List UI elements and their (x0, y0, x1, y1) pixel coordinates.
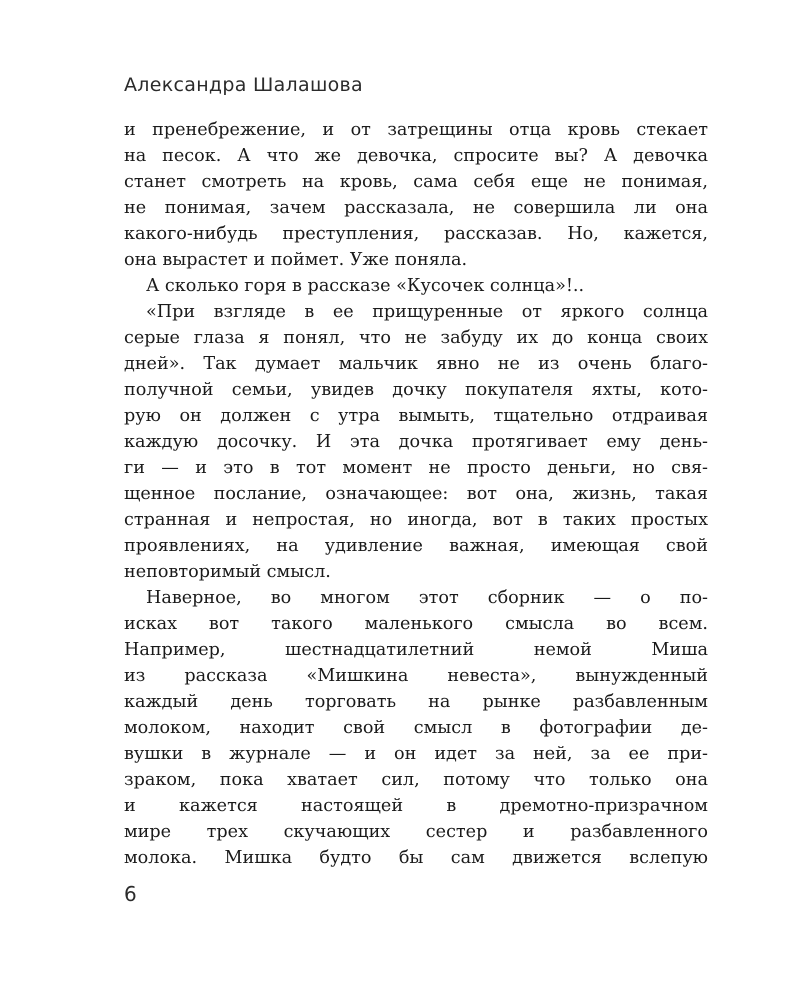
text-line: на песок. А что же девочка, спросите вы? А девочка (124, 146, 708, 166)
text-line: дней». Так думает мальчик явно не из очень благо- (124, 354, 708, 374)
text-line: получной семьи, увидев дочку покупателя яхты, кото- (124, 380, 708, 400)
text-line: исках вот такого маленького смысла во всем. (124, 614, 708, 634)
text-line: какого-нибудь преступления, рассказав. Но, кажется, (124, 224, 708, 244)
text-line: каждый день торговать на рынке разбавленным (124, 692, 708, 712)
text-line: молока. Мишка будто бы сам движется вслепую (124, 848, 708, 868)
text-line: «При взгляде в ее прищуренные от яркого солнца (146, 302, 708, 322)
text-line: странная и непростая, но иногда, вот в таких простых (124, 510, 708, 530)
text-line: щенное послание, означающее: вот она, жизнь, такая (124, 484, 708, 504)
text-line: и пренебрежение, и от затрещины отца кровь стекает (124, 120, 708, 140)
text-line: зраком, пока хватает сил, потому что только она (124, 770, 708, 790)
text-line: молоком, находит свой смысл в фотографии де- (124, 718, 708, 738)
text-line: вушки в журнале — и он идет за ней, за ее при- (124, 744, 708, 764)
text-line: мире трех скучающих сестер и разбавленного (124, 822, 708, 842)
body-text (124, 117, 708, 871)
text-line: А сколько горя в рассказе «Кусочек солнца»!.. (146, 276, 585, 296)
running-header-author: Александра Шалашова (124, 74, 363, 96)
text-line: и кажется настоящей в дремотно-призрачном (124, 796, 708, 816)
text-line: станет смотреть на кровь, сама себя еще не понимая, (124, 172, 708, 192)
text-line: рую он должен с утра вымыть, тщательно отдраивая (124, 406, 708, 426)
text-line: неповторимый смысл. (124, 562, 331, 582)
text-line: ги — и это в тот момент не просто деньги, но свя- (124, 458, 708, 478)
text-line: серые глаза я понял, что не забуду их до конца своих (124, 328, 708, 348)
text-line: из рассказа «Мишкина невеста», вынужденный (124, 666, 708, 686)
text-line: не понимая, зачем рассказала, не совершила ли она (124, 198, 708, 218)
page-number: 6 (124, 882, 137, 906)
text-line: проявлениях, на удивление важная, имеющая свой (124, 536, 708, 556)
text-line: Например, шестнадцатилетний немой Миша (124, 640, 708, 660)
text-line: каждую досочку. И эта дочка протягивает ему день- (124, 432, 708, 452)
text-line: Наверное, во многом этот сборник — о по- (146, 588, 708, 608)
text-line: она вырастет и поймет. Уже поняла. (124, 250, 468, 270)
